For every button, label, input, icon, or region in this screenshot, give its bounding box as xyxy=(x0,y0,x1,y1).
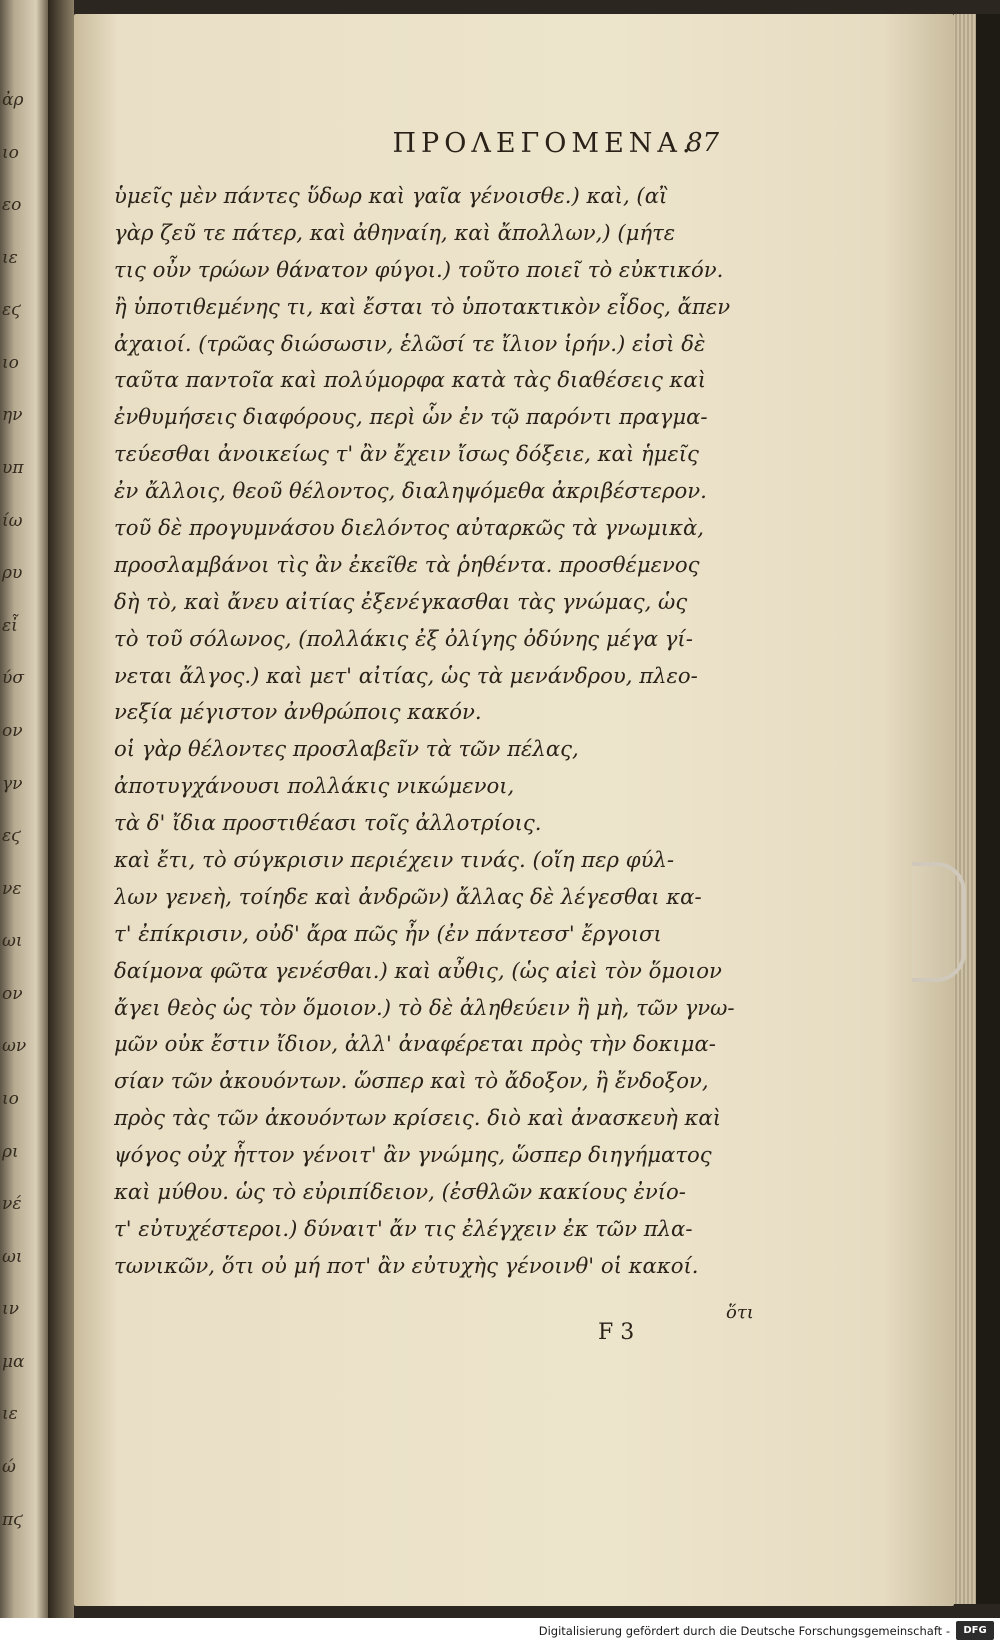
left-page-fragment: νέ xyxy=(2,1194,22,1215)
left-page-fragment: ιο xyxy=(2,352,19,373)
text-line: ἀποτυγχάνουσι πολλάκις νικώμενοι, xyxy=(114,773,515,799)
left-page-fragment: ωι xyxy=(2,931,23,952)
text-line: τ' εὐτυχέστεροι.) δύναιτ' ἄν τις ἐλέγχειν ἐκ τῶν πλα- xyxy=(114,1215,693,1241)
left-page-fragment: ιε xyxy=(2,247,18,268)
left-page-fragment: ην xyxy=(2,405,23,426)
left-page-fragment: ἀρ xyxy=(2,90,24,110)
text-line: τις οὖν τρώων θάνατον φύγοι.) τοῦτο ποιεῖ τὸ εὐκτικόν. xyxy=(114,256,724,282)
left-page-fragment: ον xyxy=(2,720,23,741)
text-line: καὶ μύθου. ὡς τὸ εὐριπίδειον, (ἐσθλῶν κακίους ἐνίο- xyxy=(114,1179,686,1205)
left-page-fragment: ύσ xyxy=(2,668,24,689)
dfg-logo-icon: DFG xyxy=(956,1621,994,1640)
printer-signature: F 3 xyxy=(598,1320,635,1345)
left-page-fragment: πϛ xyxy=(2,1509,23,1530)
left-page-fragment: ιο xyxy=(2,1088,19,1109)
left-page-fragment: ων xyxy=(2,1036,27,1057)
text-line: δαίμονα φῶτα γενέσθαι.) καὶ αὖθις, (ὡς αἰεὶ τὸν ὅμοιον xyxy=(114,957,722,983)
text-line: οἱ γὰρ θέλοντες προσλαβεῖν τὰ τῶν πέλας, xyxy=(114,736,579,762)
left-page-fragment: μα xyxy=(2,1351,25,1372)
text-line: ἐνθυμήσεις διαφόρους, περὶ ὧν ἐν τῷ παρόντι πραγμα- xyxy=(114,404,708,430)
book-gutter xyxy=(48,0,74,1618)
left-page-fragment: ιο xyxy=(2,142,19,163)
left-page-fragment: ιν xyxy=(2,1299,19,1320)
text-line: μῶν οὐκ ἔστιν ἴδιον, ἀλλ' ἀναφέρεται πρὸς τὴν δοκιμα- xyxy=(114,1031,716,1057)
text-line: γὰρ ζεῦ τε πάτερ, καὶ ἀθηναίη, καὶ ἄπολλων,) (μήτε xyxy=(114,219,676,245)
left-page-fragment: γν xyxy=(2,773,23,794)
text-line: τεύεσθαι ἀνοικείως τ' ἂν ἔχειν ἴσως δόξειε, καὶ ἡμεῖς xyxy=(114,441,699,467)
text-line: ἐν ἄλλοις, θεοῦ θέλοντος, διαληψόμεθα ἀκριβέστερον. xyxy=(114,478,707,504)
text-line: ἢ ὑποτιθεμένης τι, καὶ ἔσται τὸ ὑποτακτικὸν εἶδος, ἄπεν xyxy=(114,293,731,319)
page-number: 87 xyxy=(686,128,720,158)
text-line: σίαν τῶν ἀκουόντων. ὥσπερ καὶ τὸ ἄδοξον, ἢ ἔνδοξον, xyxy=(114,1068,709,1094)
footer-credit: Digitalisierung gefördert durch die Deutsche Forschungsgemeinschaft - xyxy=(538,1624,950,1638)
text-line: πρὸς τὰς τῶν ἀκουόντων κρίσεις. διὸ καὶ ἀνασκευὴ καὶ xyxy=(114,1105,722,1131)
footer-bar xyxy=(0,1618,1000,1644)
left-page-fragment: εἶ xyxy=(2,615,18,636)
text-line: τ' ἐπίκρισιν, οὐδ' ἄρα πῶς ἦν (ἐν πάντεσσ' ἔργοισι xyxy=(114,920,662,946)
left-page-edge xyxy=(0,0,48,1618)
left-page-fragment: εϛ xyxy=(2,300,21,321)
left-page-fragment: ίω xyxy=(2,510,23,531)
text-line: λων γενεὴ, τοίηδε καὶ ἀνδρῶν) ἄλλας δὲ λέγεσθαι κα- xyxy=(114,883,702,909)
left-page-fragment: ώ xyxy=(2,1457,16,1478)
left-page-fragment: ιε xyxy=(2,1404,18,1425)
page-edges xyxy=(954,14,976,1604)
text-line: ὑμεῖς μὲν πάντες ὕδωρ καὶ γαῖα γένοισθε.) καὶ, (αἲ xyxy=(114,183,668,208)
left-page-fragment: ον xyxy=(2,983,23,1004)
left-page-fragment: ρυ xyxy=(2,563,23,584)
text-line: ἄγει θεὸς ὡς τὸν ὅμοιον.) τὸ δὲ ἀληθεύειν ἢ μὴ, τῶν γνω- xyxy=(114,994,735,1020)
left-page-fragment: νε xyxy=(2,878,22,899)
text-line: ψόγος οὐχ ἧττον γένοιτ' ἂν γνώμης, ὥσπερ διηγήματος xyxy=(114,1142,712,1168)
text-line: τὰ δ' ἴδια προστιθέασι τοῖς ἀλλοτρίοις. xyxy=(114,810,542,836)
text-line: νεται ἄλγος.) καὶ μετ' αἰτίας, ὡς τὰ μενάνδρου, πλεο- xyxy=(114,662,698,688)
left-page-fragment: εο xyxy=(2,195,22,216)
text-line: δὴ τὸ, καὶ ἄνευ αἰτίας ἐξενέγκασθαι τὰς γνώμας, ὡς xyxy=(114,588,688,614)
text-line: τὸ τοῦ σόλωνος, (πολλάκις ἐξ ὀλίγης ὀδύνης μέγα γί- xyxy=(114,625,693,651)
book-clamp xyxy=(912,862,966,982)
text-line: προσλαμβάνοι τὶς ἂν ἐκεῖθε τὰ ῥηθέντα. προσθέμενος xyxy=(114,551,700,577)
greek-text-block xyxy=(114,178,754,1285)
text-line: τοῦ δὲ προγυμνάσου διελόντος αὐταρκῶς τὰ γνωμικὰ, xyxy=(114,515,705,541)
text-line: τωνικῶν, ὅτι οὐ μή ποτ' ἂν εὐτυχὴς γένοινθ' οἱ κακοί. xyxy=(114,1252,699,1278)
left-page-fragment: υπ xyxy=(2,458,24,479)
text-line: καὶ ἔτι, τὸ σύγκρισιν περιέχειν τινάς. (οἵη περ φύλ- xyxy=(114,847,675,873)
scan-background xyxy=(976,14,1000,1604)
text-line: νεξία μέγιστον ἀνθρώποις κακόν. xyxy=(114,699,482,725)
running-header: ΠΡΟΛΕΓΟΜΕΝΑ. xyxy=(392,128,696,159)
right-page xyxy=(74,14,954,1606)
left-page-text-fragments xyxy=(2,90,42,1530)
left-page-fragment: ωι xyxy=(2,1246,23,1267)
catchword: ὅτι xyxy=(726,1302,754,1323)
text-line: ταῦτα παντοῖα καὶ πολύμορφα κατὰ τὰς διαθέσεις καὶ xyxy=(114,367,707,393)
text-line: ἀχαιοί. (τρῶας διώσωσιν, ἑλῶσί τε ἴλιον ἱρήν.) εἰσὶ δὲ xyxy=(114,330,706,356)
left-page-fragment: ρι xyxy=(2,1141,19,1162)
left-page-fragment: εϛ xyxy=(2,826,21,847)
